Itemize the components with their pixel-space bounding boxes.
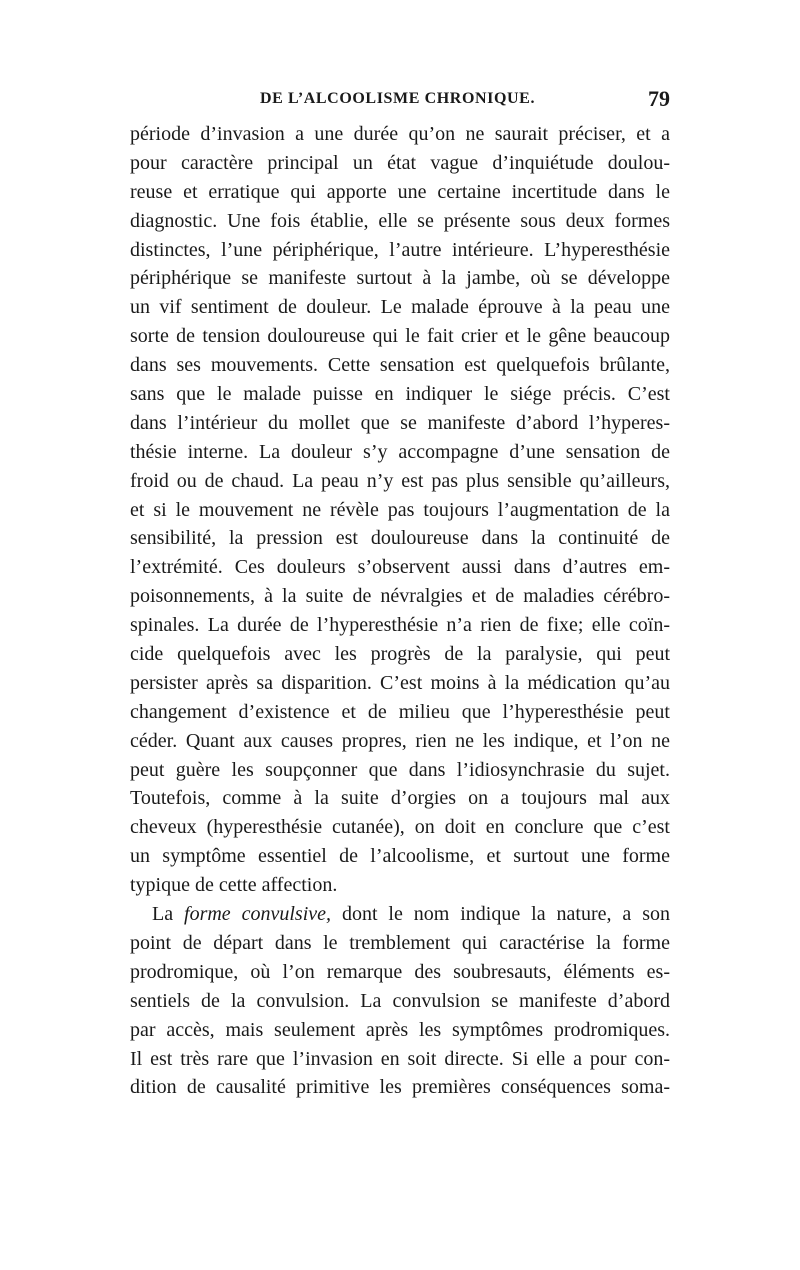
text-line: persister après sa disparition. C’est moins à la médication qu’au <box>130 671 670 694</box>
text-line: typique de cette affection. <box>130 874 338 897</box>
text-run: dont le nom indique la nature, a son <box>331 903 670 926</box>
text-line: céder. Quant aux causes propres, rien ne les indique, et l’on ne <box>130 729 670 752</box>
paragraph-convulsive-form <box>130 900 670 1102</box>
running-title: DE L’ALCOOLISME CHRONIQUE. <box>260 90 536 107</box>
text-line: périphérique se manifeste surtout à la jambe, où se développe <box>130 267 670 290</box>
page-number: 79 <box>648 86 670 111</box>
text-line: dition de causalité primitive les premières conséquences soma- <box>130 1076 670 1099</box>
text-line: sensibilité, la pression est douloureuse dans la continuité de <box>130 527 670 550</box>
text-line: Il est très rare que l’invasion en soit directe. Si elle a pour con- <box>130 1047 670 1070</box>
text-line: période d’invasion a une durée qu’on ne saurait préciser, et a <box>130 123 670 145</box>
text-line: sans que le malade puisse en indiquer le siége précis. C’est <box>130 383 670 406</box>
text-line: thésie interne. La douleur s’y accompagne d’une sensation de <box>130 440 670 463</box>
text-line: dans l’intérieur du mollet que se manifeste d’abord l’hyperes- <box>130 411 670 434</box>
text-line: Toutefois, comme à la suite d’orgies on a toujours mal aux <box>130 787 670 810</box>
text-line: sentiels de la convulsion. La convulsion se manifeste d’abord <box>130 989 670 1012</box>
body-text <box>130 120 670 1102</box>
text-line: et si le mouvement ne révèle pas toujours l’augmentation de la <box>130 498 670 521</box>
text-line: diagnostic. Une fois établie, elle se présente sous deux formes <box>130 209 670 232</box>
text-line: cheveux (hyperesthésie cutanée), on doit en conclure que c’est <box>130 816 670 839</box>
text-line <box>130 900 670 929</box>
text-line: sorte de tension douloureuse qui le fait crier et le gêne beaucoup <box>130 325 670 348</box>
text-line: spinales. La durée de l’hyperesthésie n’a rien de fixe; elle coïn- <box>130 614 670 637</box>
paragraph-hyperesthesia <box>130 120 670 900</box>
text-run: La <box>152 903 185 926</box>
text-line: poisonnements, à la suite de névralgies et de maladies cérébro- <box>130 585 670 608</box>
text-line: un symptôme essentiel de l’alcoolisme, et surtout une forme <box>130 845 670 868</box>
text-line: point de départ dans le tremblement qui caractérise la forme <box>130 931 670 954</box>
text-line: froid ou de chaud. La peau n’y est pas plus sensible qu’ailleurs, <box>130 469 670 492</box>
text-line: l’extrémité. Ces douleurs s’observent aussi dans d’autres em- <box>130 556 670 579</box>
text-line: dans ses mouvements. Cette sensation est quelquefois brûlante, <box>130 354 670 377</box>
text-line: pour caractère principal un état vague d’inquiétude doulou- <box>130 151 670 174</box>
text-line: un vif sentiment de douleur. Le malade éprouve à la peau une <box>130 296 670 319</box>
text-line: changement d’existence et de milieu que l’hyperesthésie peut <box>130 700 670 723</box>
italic-term: forme convulsive, <box>184 903 332 926</box>
text-line: par accès, mais seulement après les symptômes prodromiques. <box>130 1018 670 1041</box>
text-line: prodromique, où l’on remarque des soubresauts, éléments es- <box>130 960 670 983</box>
text-line: distinctes, l’une périphérique, l’autre intérieure. L’hyperesthésie <box>130 238 670 261</box>
text-line: peut guère les soupçonner que dans l’idiosynchrasie du sujet. <box>130 758 670 781</box>
running-head <box>130 86 670 116</box>
text-line: reuse et erratique qui apporte une certaine incertitude dans le <box>130 180 670 203</box>
text-line: cide quelquefois avec les progrès de la paralysie, qui peut <box>130 643 670 666</box>
